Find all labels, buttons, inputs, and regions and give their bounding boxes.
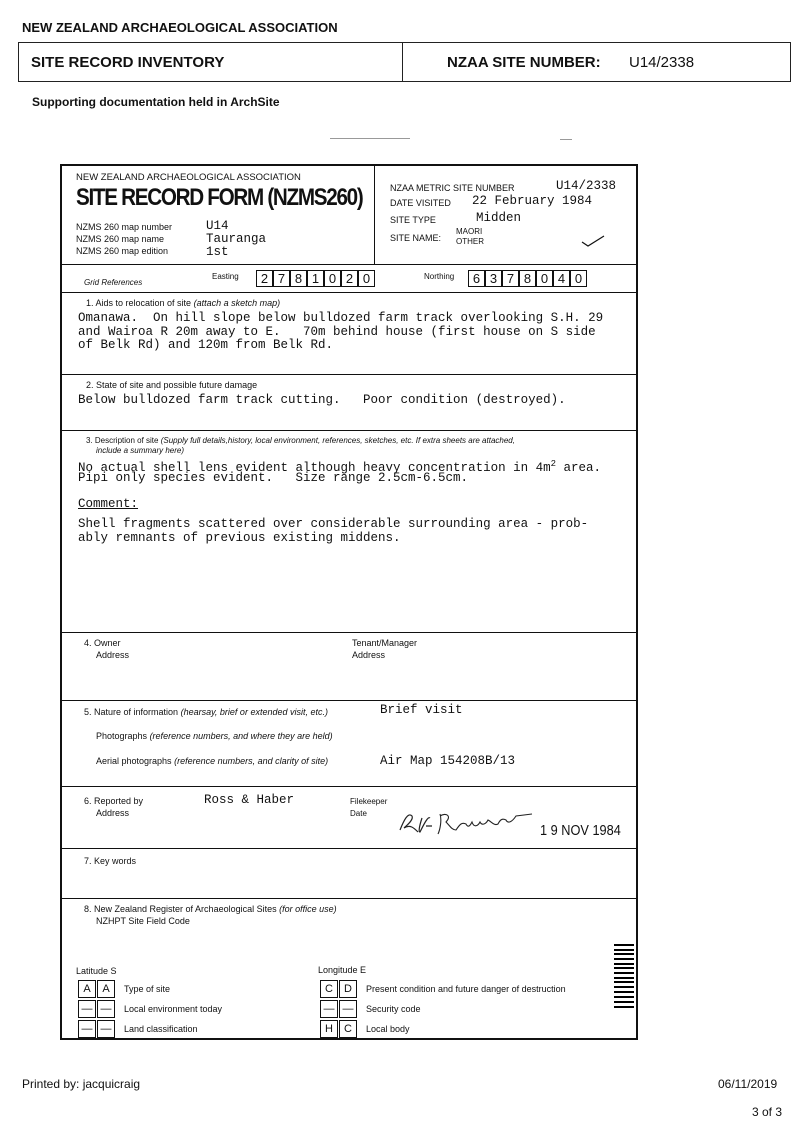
divider [62, 264, 636, 265]
aerial-label: Aerial photographs (reference numbers, and clarity of site) [96, 756, 329, 766]
northing-digit: 7 [502, 270, 519, 287]
comment-text: Shell fragments scattered over considerable surrounding area - prob- ably remnants of previous existing middens. [78, 517, 589, 545]
longitude-label: Longitude E [318, 965, 367, 975]
code-box: — [78, 1000, 96, 1018]
latitude-code-grid [78, 980, 118, 1040]
tenant-address-label: Address [352, 650, 386, 660]
divider [62, 898, 636, 899]
site-name-label: SITE NAME: [390, 233, 442, 243]
local-environment-label: Local environment today [124, 1004, 223, 1014]
inventory-title: SITE RECORD INVENTORY [31, 54, 225, 71]
section3-label: 3. Description of site (Supply full details,history, local environment, references, sketches, etc. If extra sheets are attached, [86, 436, 515, 445]
barcode-icon [614, 944, 634, 1010]
date-visited-label: DATE VISITED [390, 198, 451, 208]
code-box: C [320, 980, 338, 998]
land-classification-label: Land classification [124, 1024, 198, 1034]
easting-digit: 8 [290, 270, 307, 287]
maori-label: MAORI [456, 227, 483, 236]
code-box: A [78, 980, 96, 998]
divider [62, 848, 636, 849]
code-box: D [339, 980, 357, 998]
site-number-value: U14/2338 [629, 54, 695, 71]
page-number: 3 of 3 [752, 1105, 783, 1119]
photographs-label: Photographs (reference numbers, and where they are held) [96, 731, 333, 741]
org-header: NEW ZEALAND ARCHAEOLOGICAL ASSOCIATION [22, 20, 338, 35]
northing-digit: 8 [519, 270, 536, 287]
code-box: H [320, 1020, 338, 1038]
nzhpt-code-label: NZHPT Site Field Code [96, 916, 190, 926]
checkmark-icon [580, 234, 606, 248]
reported-address-label: Address [96, 808, 130, 818]
security-code-label: Security code [366, 1004, 421, 1014]
date-label: Date [350, 809, 367, 818]
code-box: — [320, 1000, 338, 1018]
section2-text: Below bulldozed farm track cutting. Poor condition (destroyed). [78, 393, 566, 407]
longitude-code-grid [320, 980, 360, 1040]
latitude-label: Latitude S [76, 966, 117, 976]
site-type-label: SITE TYPE [390, 215, 436, 225]
aerial-value: Air Map 154208B/13 [380, 754, 516, 768]
filekeeper-label: Filekeeper [350, 797, 388, 806]
easting-digit: 0 [324, 270, 341, 287]
metric-label: NZAA METRIC SITE NUMBER [390, 183, 515, 193]
grid-references-label: Grid References [84, 278, 143, 287]
printed-by: Printed by: jacquicraig [22, 1077, 141, 1091]
code-box: — [339, 1000, 357, 1018]
section1-text: Omanawa. On hill slope below bulldozed farm track overlooking S.H. 29 and Wairoa R 20m away to E. 70m behind house (first house on S side of Belk Rd) and 120m from Belk Rd. [78, 311, 604, 352]
date-visited-value: 22 February 1984 [472, 194, 593, 208]
easting-digit: 2 [256, 270, 273, 287]
site-record-form [60, 164, 638, 1040]
divider [62, 430, 636, 431]
northing-digit: 0 [536, 270, 553, 287]
easting-digits [256, 270, 386, 287]
northing-digit: 3 [485, 270, 502, 287]
divider [62, 374, 636, 375]
section3-hint2: include a summary here) [96, 446, 185, 455]
easting-digit: 7 [273, 270, 290, 287]
reported-by-label: 6. Reported by [84, 796, 144, 806]
easting-label: Easting [212, 272, 239, 281]
type-of-site-label: Type of site [124, 984, 171, 994]
key-words-label: 7. Key words [84, 856, 137, 866]
section3-line2: Pipi only species evident. Size range 2.5cm-6.5cm. [78, 471, 469, 485]
section5-value: Brief visit [380, 703, 463, 717]
section8-label: 8. New Zealand Register of Archaeological Sites (for office use) [84, 904, 337, 914]
form-org: NEW ZEALAND ARCHAEOLOGICAL ASSOCIATION [76, 172, 301, 183]
map-number-label: NZMS 260 map number [76, 222, 173, 232]
map-edition-value: 1st [206, 245, 229, 259]
section5-label: 5. Nature of information (hearsay, brief or extended visit, etc.) [84, 707, 328, 717]
code-box: — [97, 1020, 115, 1038]
present-condition-label: Present condition and future danger of destruction [366, 984, 566, 994]
metric-value: U14/2338 [556, 179, 617, 193]
map-name-value: Tauranga [206, 232, 267, 246]
code-box: — [78, 1020, 96, 1038]
inventory-title-cell [19, 43, 403, 81]
easting-digit: 2 [341, 270, 358, 287]
code-box: C [339, 1020, 357, 1038]
comment-label: Comment: [78, 497, 139, 511]
reported-by-value: Ross & Haber [204, 793, 295, 807]
divider [374, 166, 375, 264]
code-box: A [97, 980, 115, 998]
printed-date: 06/11/2019 [718, 1077, 778, 1091]
inventory-header-box [18, 42, 791, 82]
map-name-label: NZMS 260 map name [76, 234, 165, 244]
northing-digit: 4 [553, 270, 570, 287]
section3-line1: No actual shell lens evident although heavy concentration in $4m^2$ area. [78, 459, 601, 476]
tenant-label: Tenant/Manager [352, 638, 418, 648]
northing-digit: 6 [468, 270, 485, 287]
divider [62, 786, 636, 787]
owner-address-label: Address [96, 650, 130, 660]
date-stamp: 1 9 NOV 1984 [540, 822, 621, 839]
divider [62, 632, 636, 633]
scan-mark [330, 138, 410, 139]
support-note: Supporting documentation held in ArchSite [32, 95, 280, 109]
northing-digit: 0 [570, 270, 587, 287]
easting-digit: 0 [358, 270, 375, 287]
owner-label: 4. Owner [84, 638, 121, 648]
northing-label: Northing [424, 272, 455, 281]
other-label: OTHER [456, 237, 484, 246]
map-number-value: U14 [206, 219, 229, 233]
section1-label: 1. Aids to relocation of site (attach a sketch map) [86, 298, 281, 308]
northing-digits [468, 270, 598, 287]
code-box: — [97, 1000, 115, 1018]
section2-label: 2. State of site and possible future damage [86, 380, 258, 390]
local-body-label: Local body [366, 1024, 410, 1034]
handwritten-signature [396, 806, 536, 838]
divider [62, 292, 636, 293]
form-title: SITE RECORD FORM (NZMS260) [76, 184, 363, 211]
site-number-label: NZAA SITE NUMBER: [447, 54, 601, 71]
easting-digit: 1 [307, 270, 324, 287]
map-edition-label: NZMS 260 map edition [76, 246, 169, 256]
divider [62, 700, 636, 701]
site-type-value: Midden [476, 211, 522, 225]
scan-mark [560, 139, 572, 140]
